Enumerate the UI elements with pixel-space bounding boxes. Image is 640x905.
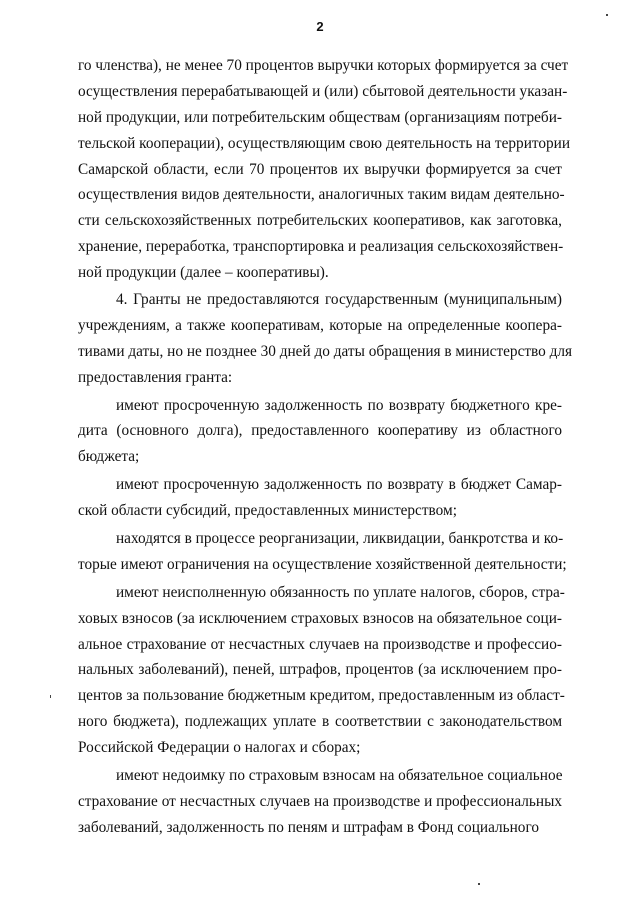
text-line: страхование от несчастных случаев на производстве и профессиональных xyxy=(78,792,562,810)
text-line: нальных заболеваний), пеней, штрафов, процентов (за исключением про- xyxy=(78,661,562,679)
text-line: 4. Гранты не предоставляются государственным (муниципальным) xyxy=(116,291,562,309)
text-line: торые имеют ограничения на осуществление хозяйственной деятельности; xyxy=(78,555,567,573)
text-line: Российской Федерации о налогах и сборах; xyxy=(78,739,361,757)
text-line: центов за пользование бюджетным кредитом, предоставленным из област- xyxy=(78,687,565,705)
text-line: альное страхование от несчастных случаев на производстве и профессио- xyxy=(78,635,562,653)
text-line: Самарской области, если 70 процентов их выручки формируется за счет xyxy=(78,160,562,178)
text-line: го членства), не менее 70 процентов выручки которых формируется за счет xyxy=(78,57,569,74)
page-number: 2 xyxy=(316,19,324,34)
text-line: имеют просроченную задолженность по возврату в бюджет Самар- xyxy=(116,476,562,494)
text-line: дита (основного долга), предоставленного кооперативу из областного xyxy=(78,422,562,440)
text-line: ской области субсидий, предоставленных министерством; xyxy=(78,502,457,520)
paragraph-item-4 xyxy=(78,287,573,391)
text-line: ховых взносов (за исключением страховых взносов на обязательное соци- xyxy=(78,609,562,627)
paragraph-condition-1 xyxy=(78,393,562,471)
text-line: имеют неисполненную обязанность по уплате налогов, сборов, стра- xyxy=(116,583,565,601)
text-line: учреждениям, а также кооперативам, которые на определенные коопера- xyxy=(78,316,562,334)
scan-speck xyxy=(478,883,480,885)
text-line: бюджета; xyxy=(78,448,140,466)
text-line: ной продукции, или потребительским обществам (организациям потреби- xyxy=(78,108,562,126)
text-line: хранение, переработка, транспортировка и реализация сельскохозяйствен- xyxy=(78,238,564,256)
text-line: сти сельскохозяйственных потребительских кооперативов, как заготовка, xyxy=(78,212,562,230)
paragraph-condition-3 xyxy=(78,526,567,578)
text-line: имеют недоимку по страховым взносам на обязательное социальное xyxy=(116,767,563,785)
paragraph-continuation xyxy=(78,53,571,286)
text-line: находятся в процессе реорганизации, ликвидации, банкротства и ко- xyxy=(116,530,564,548)
scan-speck xyxy=(50,695,51,698)
document-body xyxy=(78,53,573,841)
text-line: ной продукции (далее – кооперативы). xyxy=(78,264,329,282)
text-line: предоставления гранта: xyxy=(78,368,233,386)
paragraph-condition-4 xyxy=(78,580,565,761)
text-line: имеют просроченную задолженность по возврату бюджетного кре- xyxy=(116,396,562,414)
text-line: осуществления видов деятельности, аналогичных таким видам деятельно- xyxy=(78,186,565,204)
scan-speck xyxy=(606,14,608,16)
text-line: тивами даты, но не позднее 30 дней до даты обращения в министерство для xyxy=(78,342,573,360)
text-line: ного бюджета), подлежащих уплате в соответствии с законодательством xyxy=(78,713,562,731)
paragraph-condition-5 xyxy=(78,763,562,841)
paragraph-condition-2 xyxy=(78,472,562,524)
text-line: тельской кооперации), осуществляющим свою деятельность на территории xyxy=(78,134,571,152)
text-line: осуществления перерабатывающей и (или) сбытовой деятельности указан- xyxy=(78,82,568,100)
text-line: заболеваний, задолженность по пеням и штрафам в Фонд социального xyxy=(78,818,539,836)
